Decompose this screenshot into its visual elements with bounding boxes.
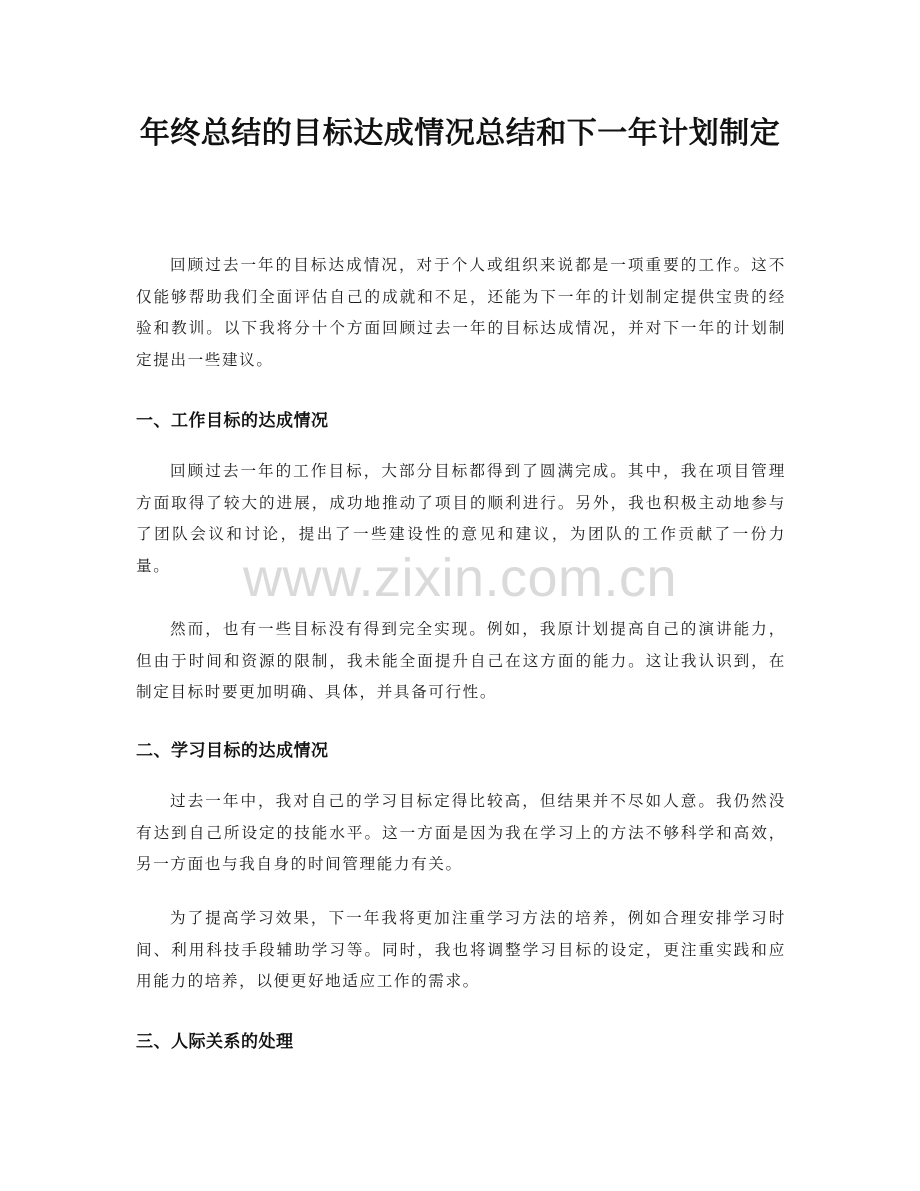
section-paragraph: 为了提高学习效果，下一年我将更加注重学习方法的培养，例如合理安排学习时间、利用科技手段辅助学习等。同时，我也将调整学习目标的设定，更注重实践和应用能力的培养，以便更好地适应工作的需求。 (136, 909, 786, 990)
document-title: 年终总结的目标达成情况总结和下一年计划制定 (139, 116, 781, 151)
section-heading-study-goals: 二、学习目标的达成情况 (136, 741, 329, 761)
section-paragraph: 回顾过去一年的工作目标，大部分目标都得到了圆满完成。其中，我在项目管理方面取得了较大的进展，成功地推动了项目的顺利进行。另外，我也积极主动地参与了团队会议和讨论，提出了一些建设性的意见和建议，为团队的工作贡献了一份力量。 (136, 462, 786, 575)
intro-paragraph: 回顾过去一年的目标达成情况，对于个人或组织来说都是一项重要的工作。这不仅能够帮助我们全面评估自己的成就和不足，还能为下一年的计划制定提供宝贵的经验和教训。以下我将分十个方面回顾过去一年的目标达成情况，并对下一年的计划制定提出一些建议。 (136, 256, 786, 369)
section-paragraph: 然而，也有一些目标没有得到完全实现。例如，我原计划提高自己的演讲能力，但由于时间和资源的限制，我未能全面提升自己在这方面的能力。这让我认识到，在制定目标时要更加明确、具体，并具备可行性。 (136, 620, 786, 701)
section-paragraph: 过去一年中，我对自己的学习目标定得比较高，但结果并不尽如人意。我仍然没有达到自己所设定的技能水平。这一方面是因为我在学习上的方法不够科学和高效，另一方面也与我自身的时间管理能力有关。 (136, 792, 786, 873)
section-heading-relationships: 三、人际关系的处理 (136, 1032, 294, 1052)
section-heading-work-goals: 一、工作目标的达成情况 (136, 411, 329, 431)
watermark: www.zixin.com.cn (242, 548, 678, 608)
